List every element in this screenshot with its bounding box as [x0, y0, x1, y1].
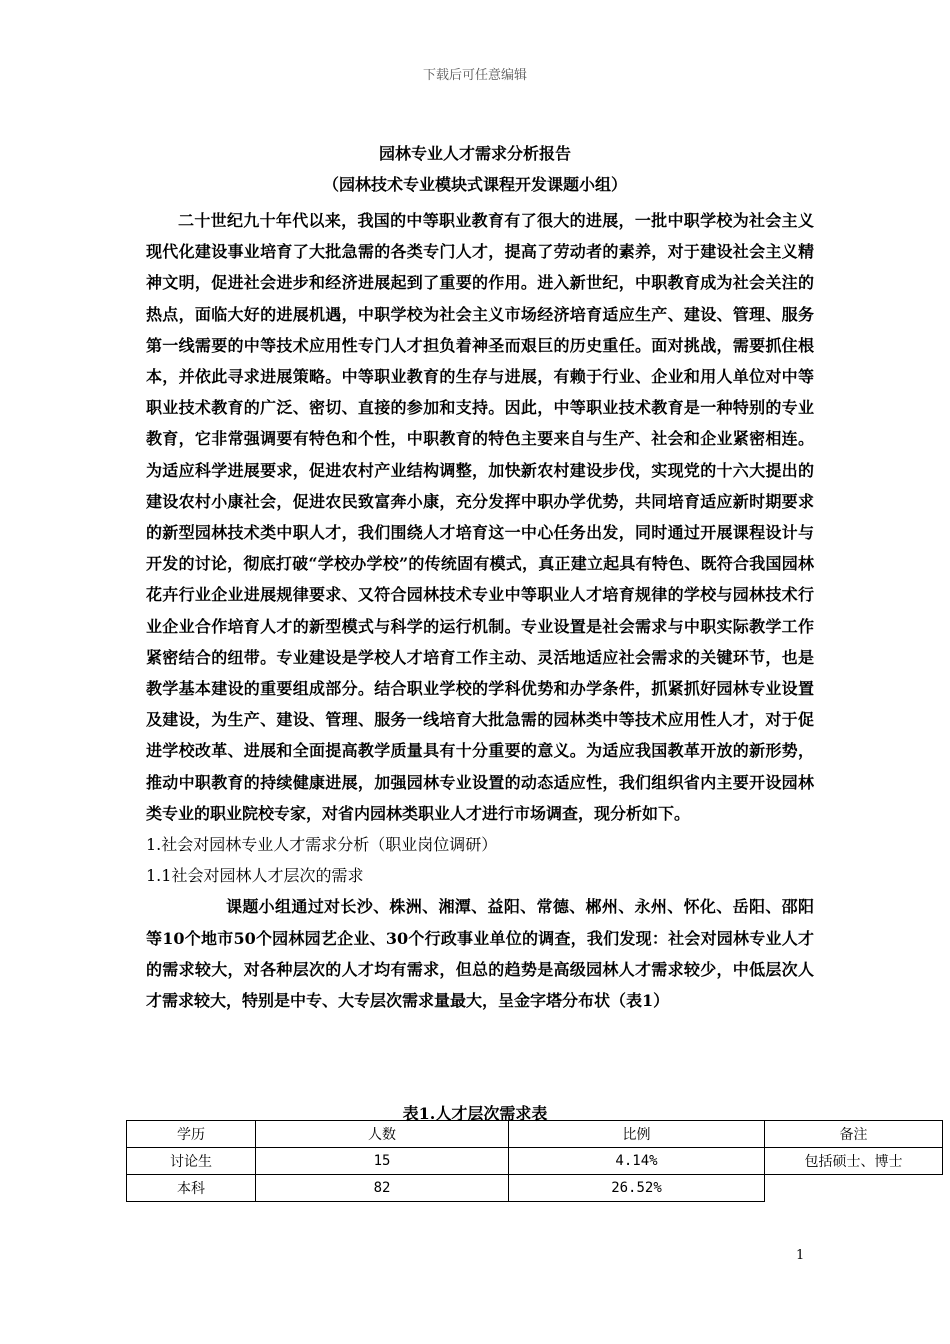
table-cell: 15: [256, 1148, 509, 1175]
page-number: 1: [796, 1248, 805, 1263]
table-caption: 表1.人才层次需求表: [402, 1104, 548, 1123]
document-title: 园林专业人才需求分析报告: [378, 144, 571, 163]
table-row: [127, 1175, 943, 1202]
talent-demand-table: [126, 1120, 943, 1202]
table-cell: 本科: [127, 1175, 256, 1202]
table-cell: 4.14%: [509, 1148, 765, 1175]
table-cell: 包括硕士、博士: [765, 1148, 943, 1175]
table-cell: [765, 1175, 943, 1202]
table-cell: 讨论生: [127, 1148, 256, 1175]
section-heading-1-1: 1.1社会对园林人才层次的需求: [146, 866, 364, 886]
section-heading-1: 1.社会对园林专业人才需求分析（职业岗位调研）: [146, 835, 498, 855]
table-cell: 82: [256, 1175, 509, 1202]
page-header: 下载后可任意编辑: [422, 68, 527, 83]
table-cell: 26.52%: [509, 1175, 765, 1202]
document-subtitle: （园林技术专业模块式课程开发课题小组）: [322, 175, 627, 194]
document-body: [146, 205, 814, 1016]
table-header-cell: 人数: [256, 1121, 509, 1148]
survey-paragraph: 课题小组通过对长沙、株洲、湘潭、益阳、常德、郴州、永州、怀化、岳阳、邵阳等10个地市50个园林园艺企业、30个行政事业单位的调查，我们发现：社会对园林专业人才的需求较大，对各种层次的人才均有需求，但总的趋势是高级园林人才需求较少，中低层次人才需求较大，特别是中专、大专层次需求量最大，呈金字塔分布状（表1）: [146, 897, 814, 1011]
intro-paragraph: 二十世纪九十年代以来，我国的中等职业教育有了很大的进展，一批中职学校为社会主义现代化建设事业培育了大批急需的各类专门人才，提高了劳动者的素养，对于建设社会主义精神文明，促进社会进步和经济进展起到了重要的作用。进入新世纪，中职教育成为社会关注的热点，面临大好的进展机遇，中职学校为社会主义市场经济培育适应生产、建设、管理、服务第一线需要的中等技术应用性专门人才担负着神圣而艰巨的历史重任。面对挑战，需要抓住根本，并依此寻求进展策略。中等职业教育的生存与进展，有赖于行业、企业和用人单位对中等职业技术教育的广泛、密切、直接的参加和支持。因此，中等职业技术教育是一种特别的专业教育，它非常强调要有特色和个性，中职教育的特色主要来自与生产、社会和企业紧密相连。为适应科学进展要求，促进农村产业结构调整，加快新农村建设步伐，实现党的十六大提出的建设农村小康社会，促进农民致富奔小康，充分发挥中职办学优势，共同培育适应新时期要求的新型园林技术类中职人才，我们围绕人才培育这一中心任务出发，同时通过开展课程设计与开发的讨论，彻底打破“学校办学校”的传统固有模式，真正建立起具有特色、既符合我国园林花卉行业企业进展规律要求、又符合园林技术专业中等职业人才培育规律的学校与园林技术行业企业合作培育人才的新型模式与科学的运行机制。专业设置是社会需求与中职实际教学工作紧密结合的纽带。专业建设是学校人才培育工作主动、灵活地适应社会需求的关键环节，也是教学基本建设的重要组成部分。结合职业学校的学科优势和办学条件，抓紧抓好园林专业设置及建设，为生产、建设、管理、服务一线培育大批急需的园林类中等技术应用性人才，对于促进学校改革、进展和全面提高教学质量具有十分重要的意义。为适应我国教革开放的新形势，推动中职教育的持续健康进展，加强园林专业设置的动态适应性，我们组织省内主要开设园林类专业的职业院校专家，对省内园林类职业人才进行市场调查，现分析如下。: [146, 211, 814, 823]
table-header-cell: 备注: [765, 1121, 943, 1148]
table-row: [127, 1148, 943, 1175]
table-header-cell: 比例: [509, 1121, 765, 1148]
table-header-row: [127, 1121, 943, 1148]
table-header-cell: 学历: [127, 1121, 256, 1148]
